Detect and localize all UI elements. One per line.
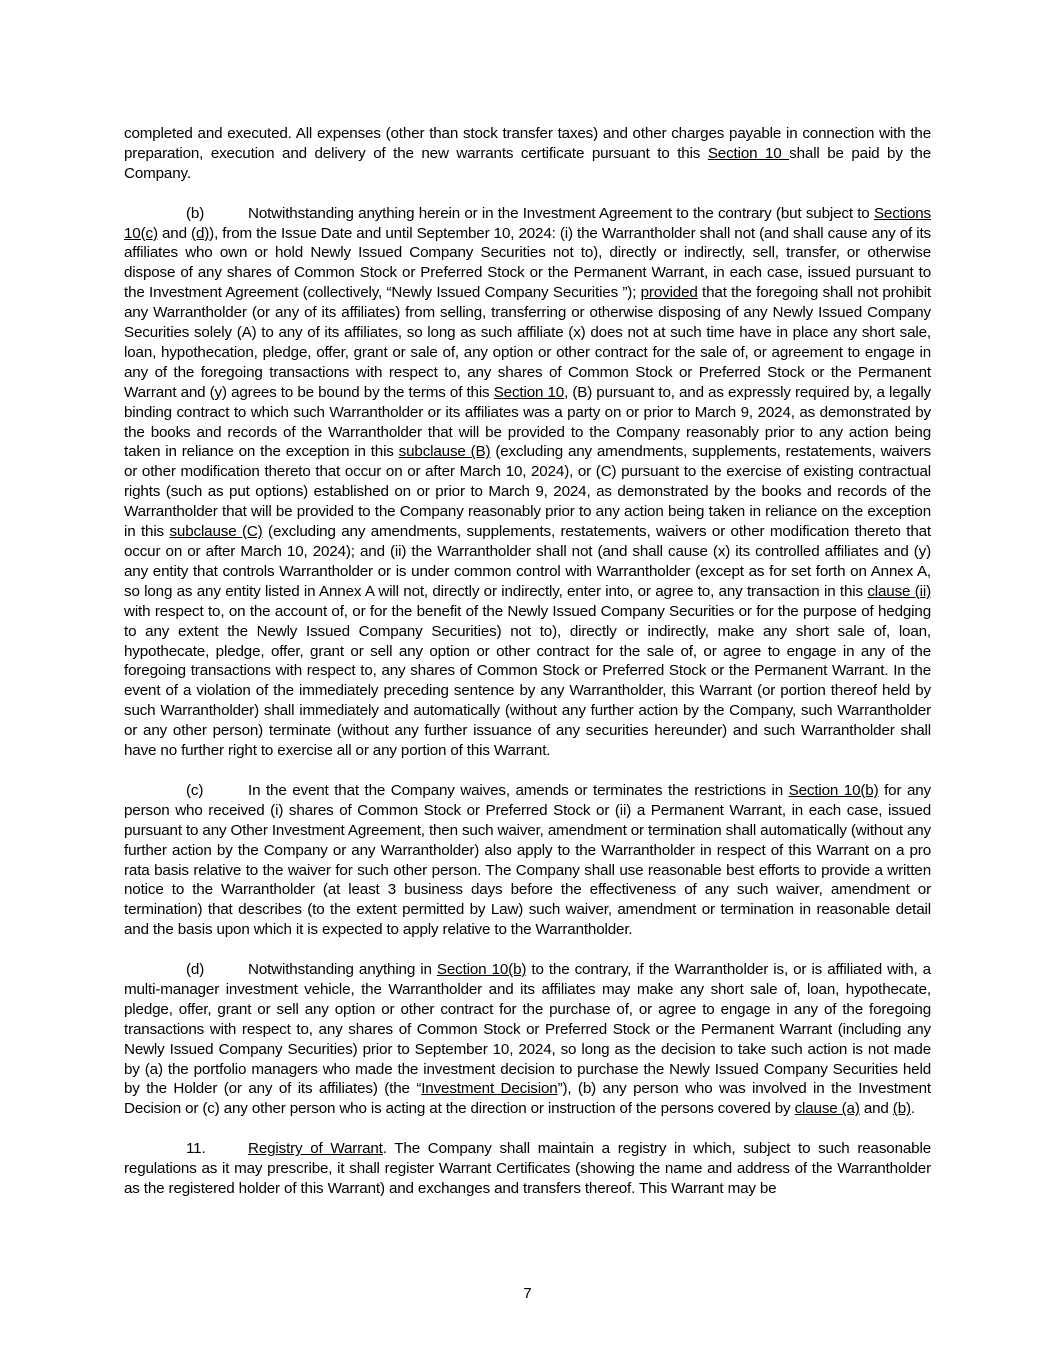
paragraph-continuation [124,124,931,184]
clause-reference: clause (ii) [867,582,931,600]
clause-label: (c) [186,781,204,799]
paragraph-10b [124,204,931,761]
text-run: that the foregoing shall not prohibit any Warrantholder (or any of its affiliates) from selling, transferring or otherwise disposing of any Newly Issued Company Securities solely (A) to any of its affiliates, so long as such affiliate (x) does not at such time have in place any short sale, loan, hypothecation, pledge, offer, grant or sale of, any option or other contract for the sale of, or agreement to engage in any of the foregoing transactions with respect to, any shares of Common Stock or Preferred Stock or the Permanent Warrant and (y) agrees to be bound by the terms of this [124,284,931,401]
text-run: ”), (b) any person who was involved in the Investment Decision or (c) any other person who is acting at the direction or instruction of the persons covered by [124,1080,932,1118]
text-run: In the event that the Company waives, amends or terminates the restrictions in [248,781,789,799]
text-run: . [910,1100,915,1118]
clause-reference: clause (a) [794,1100,860,1118]
page-number: 7 [523,1285,532,1302]
paragraph-11 [124,1139,931,1199]
text-run: shall be paid by the Company. [124,144,932,182]
document-page [124,124,931,1219]
text-run: completed and executed. All expenses (other than stock transfer taxes) and other charges payable in connection with the preparation, execution and delivery of the new warrants certificate pursuant to this [124,125,931,162]
clause-reference: (b) [892,1100,911,1118]
text-run: for any person who received (i) shares of Common Stock or Preferred Stock or (ii) a Permanent Warrant, in each case, issued pursuant to any Other Investment Agreement, then such waiver, amendment or termination shall automatically (without any further action by the Company or any Warrantholder) also apply to the Warrantholder in respect of this Warrant on a pro rata basis relative to the waiver for such other person. The Company shall use reasonable best efforts to provide a written notice to the Warrantholder (at least 3 business days before the effectiveness of any such waiver, amendment or termination) that describes (to the extent permitted by Law) such waiver, amendment or termination in reasonable detail and the basis upon which it is expected to apply relative to the Warrantholder. [124,781,931,939]
section-reference: Sections 10(c) [124,204,931,242]
defined-term: provided [640,284,698,302]
section-reference: Section 10 [707,144,790,162]
text-run: Notwithstanding anything in [248,961,437,979]
text-run: Notwithstanding anything herein or in the Investment Agreement to the contrary (but subject to [248,204,874,222]
text-run: (excluding any amendments, supplements, restatements, waivers or other modification thereto that occur on or after March 10, 2024); and (ii) the Warrantholder shall not (and shall cause (x) its controlled affiliates and (y) any entity that controls Warrantholder or is under common control with Warrantholder (except as for set forth on Annex A, so long as any entity listed in Annex A will not, directly or indirectly, enter into, or agree to, any transaction in this [124,523,931,600]
text-run: (excluding any amendments, supplements, restatements, waivers or other modification thereto that occur on or after March 10, 2024), or (C) pursuant to the exercise of existing contractual rights (such as put options) established on or prior to March 9, 2024, as demonstrated by the books and records of the Warrantholder that will be provided to the Company reasonably prior to any action being taken in reliance on the exception in this [124,443,931,541]
section-reference: Section 10(b) [788,781,879,799]
text-run: . The Company shall maintain a registry in which, subject to such reasonable regulations as it may prescribe, it shall register Warrant Certificates (showing the name and address of the Warrantholder as the registered holder of this Warrant) and exchanges and transfers thereof. This Warrant may be [124,1140,931,1197]
text-run: to the contrary, if the Warrantholder is, or is affiliated with, a multi-manager investment vehicle, the Warrantholder and its affiliates may make any short sale of, loan, hypothecate, pledge, offer, grant or sell any option or other contract for the purchase of, or agree to engage in any of the foregoing transactions with respect to, any shares of Common Stock or Preferred Stock or the Permanent Warrant (including any Newly Issued Company Securities) prior to September 10, 2024, so long as the decision to take such action is not made by (a) the portfolio managers who made the investment decision to purchase the Newly Issued Company Securities held by the Holder (or any of its affiliates) (the “ [124,961,931,1098]
section-heading: Registry of Warrant [248,1140,383,1158]
section-reference: Section 10 [493,383,565,401]
section-reference: Section 10(b) [436,961,527,979]
section-number: 11. [186,1140,206,1158]
subclause-reference: subclause (C) [169,523,263,541]
text-run: , (B) pursuant to, and as expressly required by, a legally binding contract to which such Warrantholder or its affiliates was a party on or prior to March 9, 2024, as demonstrated by the books and records of the Warrantholder that will be provided to the Company reasonably prior to any action being taken in reliance on the exception in this [124,383,931,461]
section-reference: (d) [191,224,210,242]
clause-label: (b) [186,204,205,222]
subclause-reference: subclause (B) [398,443,491,461]
text-run: with respect to, on the account of, or for the benefit of the Newly Issued Company Securities or for the purpose of hedging to any extent the Newly Issued Company Securities) not to), directly or indirectly, make any short sale of, loan, hypothecate, pledge, offer, grant or sell any option or other contract for the sale of, or agree to engage in any of the foregoing transactions with respect to, any shares of Common Stock or Preferred Stock or the Permanent Warrant. In the event of a violation of the immediately preceding sentence by any Warrantholder, this Warrant (or portion thereof held by such Warrantholder) shall immediately and automatically (without any further action by the Company, such Warrantholder or any other person) terminate (without any further issuance of any securities hereunder) and such Warrantholder shall have no further right to exercise all or any portion of this Warrant. [124,602,931,760]
text-run: and [157,224,192,242]
clause-label: (d) [186,961,205,979]
text-run: ), from the Issue Date and until September 10, 2024: (i) the Warrantholder shall not (and shall cause any of its affiliates who own or hold Newly Issued Company Securities not to), directly or indirectly, sell, transfer, or otherwise dispose of any shares of Common Stock or Preferred Stock or the Permanent Warrant, in each case, issued pursuant to the Investment Agreement (collectively, “Newly Issued Company Securities ”); [124,224,931,302]
defined-term: Investment Decision [421,1080,558,1098]
text-run: and [859,1100,893,1118]
paragraph-10d [124,960,931,1119]
paragraph-10c [124,781,931,940]
